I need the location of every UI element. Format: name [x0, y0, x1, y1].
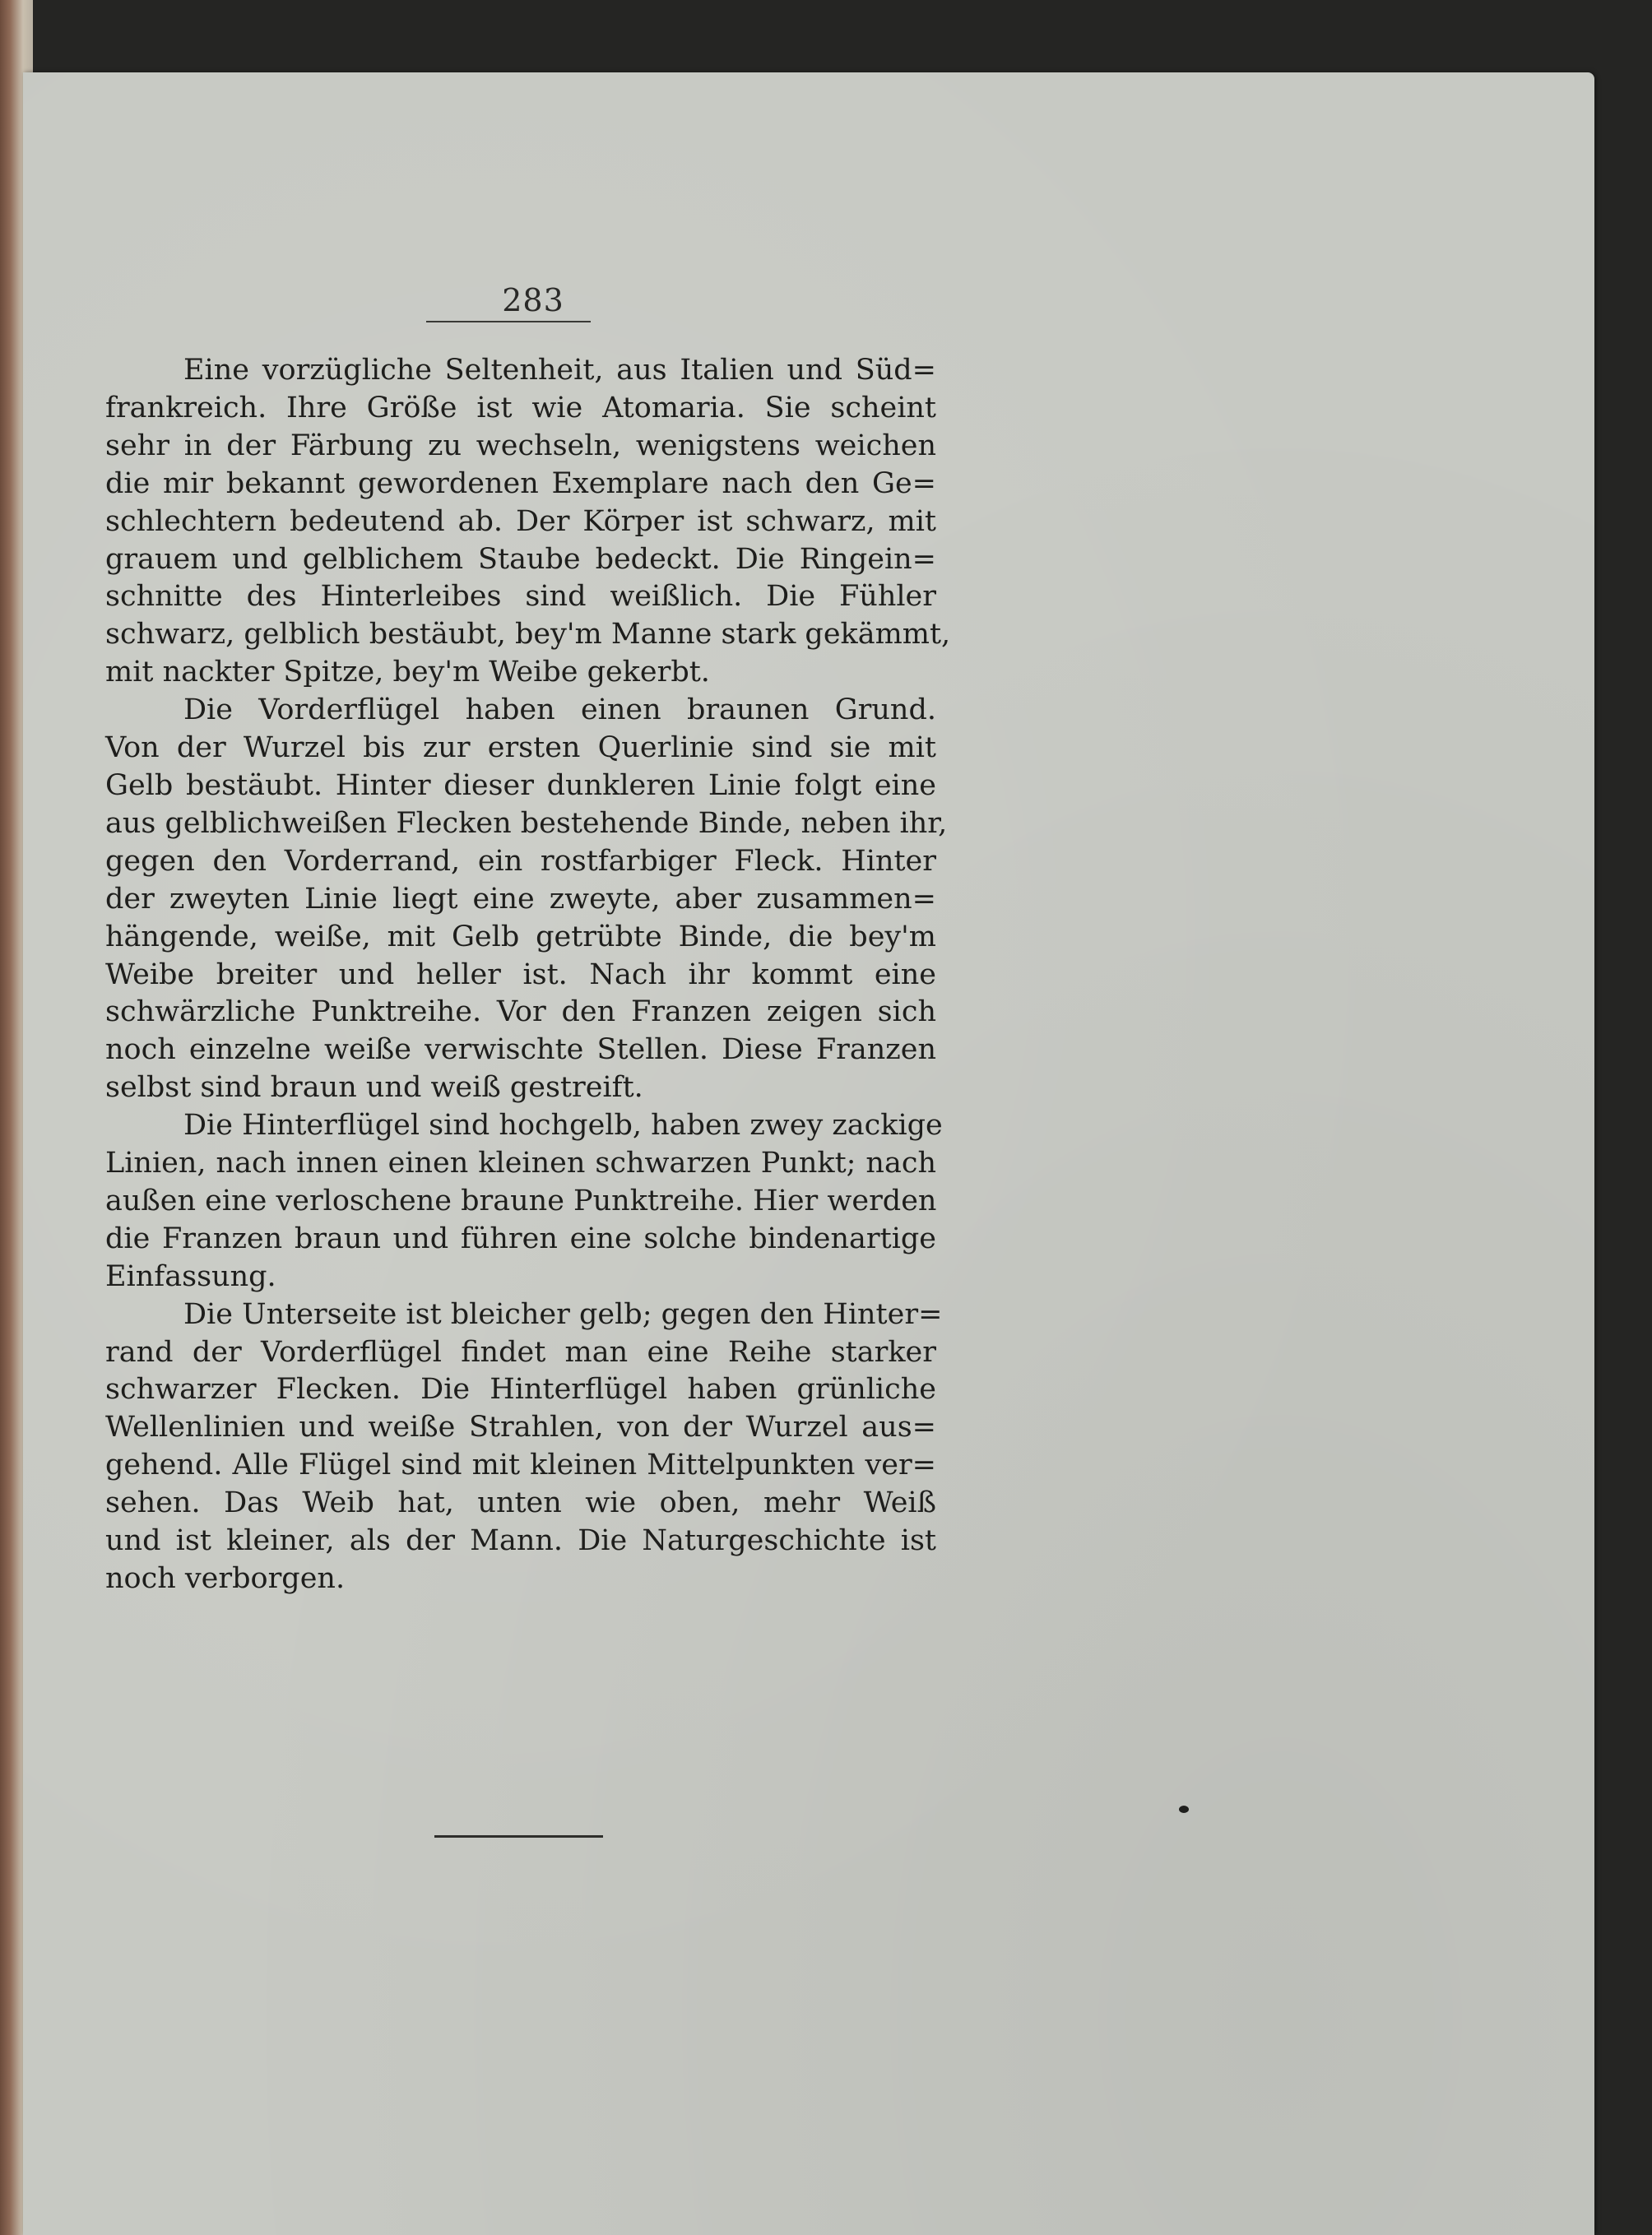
text-line: sehen. Das Weib hat, unten wie oben, mehr Weiß [105, 1486, 936, 1520]
paragraph [105, 692, 948, 1107]
text-line: schwarz, gelblich bestäubt, bey'm Manne stark gekämmt, [105, 618, 951, 651]
text-line: rand der Vorderflügel findet man eine Reihe starker [105, 1335, 936, 1369]
text-line: schnitte des Hinterleibes sind weißlich. Die Fühler [105, 580, 936, 614]
text-line: noch verborgen. [105, 1562, 346, 1595]
text-line: aus gelblichweißen Flecken bestehende Binde, neben ihr, [105, 806, 948, 840]
text-line: frankreich. Ihre Größe ist wie Atomaria. Sie scheint [105, 391, 936, 424]
book-page [23, 72, 1594, 2235]
text-line: Einfassung. [105, 1259, 276, 1293]
paragraph [105, 1107, 944, 1296]
text-line: Weibe breiter und heller ist. Nach ihr kommt eine [105, 958, 936, 991]
text-line: gegen den Vorderrand, ein rostfarbiger Fleck. Hinter [105, 844, 936, 878]
text-line: Eine vorzügliche Seltenheit, aus Italien und Süd= [183, 354, 936, 387]
paragraph [105, 352, 951, 692]
text-line: Die Unterseite ist bleicher gelb; gegen den Hinter= [183, 1297, 943, 1331]
text-line: außen eine verloschene braune Punktreihe. Hier werden [105, 1184, 937, 1217]
page-number-rule [426, 321, 591, 322]
text-line: gehend. Alle Flügel sind mit kleinen Mittelpunkten ver= [105, 1449, 936, 1482]
ink-speck [1179, 1806, 1189, 1813]
text-line: die mir bekannt gewordenen Exemplare nach den Ge= [105, 466, 936, 500]
text-line: schwärzliche Punktreihe. Vor den Franzen zeigen sich [105, 995, 936, 1029]
text-line: grauem und gelblichem Staube bedeckt. Die Ringein= [105, 542, 936, 576]
text-line: die Franzen braun und führen eine solche bindenartige [105, 1222, 936, 1255]
text-line: Linien, nach innen einen kleinen schwarzen Punkt; nach [105, 1147, 936, 1180]
text-line: selbst sind braun und weiß gestreift. [105, 1071, 643, 1105]
body-text [105, 352, 951, 1598]
text-line: hängende, weiße, mit Gelb getrübte Binde, die bey'm [105, 920, 936, 953]
text-line: Die Hinterflügel sind hochgelb, haben zwey zackige [183, 1109, 943, 1143]
text-line: Die Vorderflügel haben einen braunen Grund. [183, 693, 936, 727]
text-line: der zweyten Linie liegt eine zweyte, aber zusammen= [105, 882, 936, 916]
text-line: Wellenlinien und weiße Strahlen, von der Wurzel aus= [105, 1411, 936, 1444]
paragraph [105, 1296, 944, 1598]
end-rule [434, 1835, 603, 1838]
text-line: mit nackter Spitze, bey'm Weibe gekerbt. [105, 656, 710, 689]
page-number: 283 [502, 282, 564, 318]
text-line: Gelb bestäubt. Hinter dieser dunkleren Linie folgt eine [105, 768, 936, 802]
text-line: und ist kleiner, als der Mann. Die Naturgeschichte ist [105, 1524, 936, 1558]
text-line: schlechtern bedeutend ab. Der Körper ist schwarz, mit [105, 504, 936, 538]
text-line: schwarzer Flecken. Die Hinterflügel haben grünliche [105, 1373, 936, 1407]
text-line: noch einzelne weiße verwischte Stellen. Diese Franzen [105, 1033, 936, 1067]
text-line: Von der Wurzel bis zur ersten Querlinie sind sie mit [105, 731, 936, 765]
text-line: sehr in der Färbung zu wechseln, wenigstens weichen [105, 429, 936, 462]
